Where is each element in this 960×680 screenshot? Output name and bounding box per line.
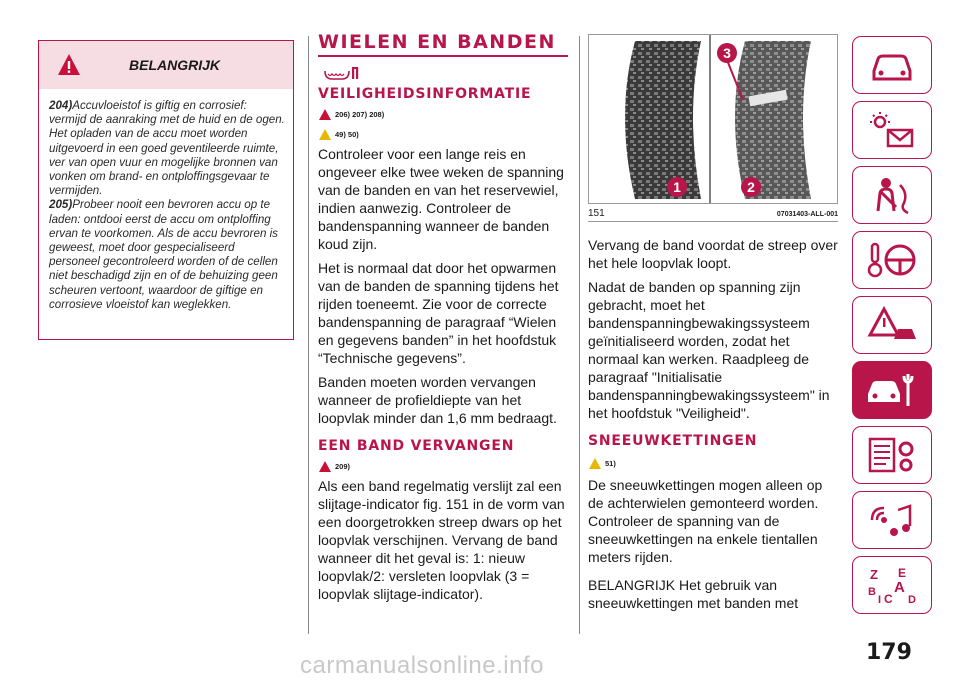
car-wrench-icon xyxy=(864,370,920,410)
warning-item-text: Probeer nooit een bevroren accu op te laden: ontdooi eerst de accu om ontploffing ervan te voorkomen. Als de accu bevroren is geweest, moet door gespecialiseerd personeel gecontroleerd worden of de cellen niet beschadigd zijn en of de behuizing geen scheuren vertoont, waardoor de giftige en corrosieve vloeistof kan weglekken. xyxy=(49,198,278,311)
warning-triangle-icon xyxy=(319,109,331,120)
tab-technical-data[interactable] xyxy=(852,426,932,484)
warning-reference xyxy=(318,107,568,121)
multimedia-icon xyxy=(864,500,920,540)
data-gear-icon xyxy=(864,435,920,475)
warning-item-number: 205) xyxy=(49,198,73,212)
tab-safety[interactable] xyxy=(852,166,932,224)
key-steering-icon xyxy=(864,240,920,280)
warning-car-icon xyxy=(864,305,920,345)
index-letters-icon xyxy=(864,565,920,605)
tyre-illustration xyxy=(589,35,838,204)
warning-item-text: Accuvloeistof is giftig en corrosief: vermijd de aanraking met de huid en de ogen. Het opladen van de accu moet worden uitgevoerd in een goed geventileerde ruimte, ver van open vuur en mogelijke bronnen van vonken om brand- en ontploffingsgevaar te vermijden. xyxy=(49,99,285,198)
title-rule xyxy=(318,55,568,57)
caution-triangle-icon xyxy=(589,458,601,469)
tyre-pressure-icon xyxy=(322,65,362,81)
index-letter: E xyxy=(898,566,907,580)
reference-numbers: 51) xyxy=(605,458,616,468)
reference-numbers: 206) 207) 208) xyxy=(335,109,385,119)
index-letter: D xyxy=(908,594,916,605)
tab-multimedia[interactable] xyxy=(852,491,932,549)
index-letter: Z xyxy=(870,567,878,582)
section-title: WIELEN EN BANDEN xyxy=(318,31,556,53)
index-letter: I xyxy=(878,594,882,605)
figure-code: 07031403-ALL-001 xyxy=(776,211,838,218)
warning-triangle-icon xyxy=(57,53,81,77)
tab-index[interactable] xyxy=(852,556,932,614)
tab-warning-lights[interactable] xyxy=(852,101,932,159)
subsection-title-tyre-change: EEN BAND VERVANGEN xyxy=(318,438,515,454)
column-divider xyxy=(308,36,309,634)
worn-tread-shape xyxy=(735,41,811,199)
watermark: carmanualsonline.info xyxy=(300,652,544,679)
caution-reference xyxy=(588,456,838,470)
paragraph: Het is normaal dat door het opwarmen van de banden de spanning tijdens het rijden toeneemt. Zie voor de correcte bandenspanning de paragraaf “Wielen en gegevens banden” in het hoofdstuk “Technische gegevens”. xyxy=(318,260,559,366)
index-letter: B xyxy=(868,586,876,598)
right-column xyxy=(588,34,838,618)
callout-2-label: 2 xyxy=(747,179,755,195)
car-front-icon xyxy=(864,45,920,85)
callout-1-label: 1 xyxy=(673,179,681,195)
tab-emergency[interactable] xyxy=(852,296,932,354)
caution-triangle-icon xyxy=(319,129,331,140)
seat-belt-icon xyxy=(864,175,920,215)
new-tread-shape xyxy=(625,41,701,199)
figure-caption xyxy=(588,208,838,222)
figure-number: 151 xyxy=(588,208,605,219)
column-divider xyxy=(579,36,580,634)
tab-maintenance[interactable] xyxy=(852,361,932,419)
reference-numbers: 49) 50) xyxy=(335,129,359,139)
paragraph: Vervang de band voordat de streep over het hele loopvlak loopt. xyxy=(588,237,838,271)
warning-triangle-icon xyxy=(319,461,331,472)
reference-numbers: 209) xyxy=(335,461,351,471)
main-column xyxy=(318,30,568,609)
index-letter: C xyxy=(884,592,893,605)
warning-lights-icon xyxy=(864,110,920,150)
subsection-title-safety: VEILIGHEIDSINFORMATIE xyxy=(318,86,532,102)
callout-3-label: 3 xyxy=(723,45,731,61)
chapter-tabs xyxy=(852,36,932,621)
warning-item xyxy=(49,99,287,198)
paragraph: Nadat de banden op spanning zijn gebracht, moet het bandenspanningbewakingssysteem geïnitialiseerd worden, zodat het normaal kan werken. Raadpleeg de paragraaf "Initialisatie bandenspanningbewakingssysteem" in het hoofdstuk "Veiligheid". xyxy=(588,279,830,421)
caution-reference xyxy=(318,127,568,141)
page-number: 179 xyxy=(866,640,912,665)
index-letter: A xyxy=(894,579,905,596)
subsection-title-snow-chains: SNEEUWKETTINGEN xyxy=(588,433,758,449)
paragraph: BELANGRIJK Het gebruik van sneeuwkettingen met banden met xyxy=(588,577,799,611)
paragraph: Als een band regelmatig verslijt zal een slijtage-indicator fig. 151 in de vorm van een doorgetrokken streep dwars op het loopvlak verschijnen. Vervang de band wanneer dit het geval is: 1: nieuw loopvlak/2: versleten loopvlak (3 = loopvlak slijtage-indicator). xyxy=(318,478,565,602)
warning-title: BELANGRIJK xyxy=(129,57,221,73)
paragraph: De sneeuwkettingen mogen alleen op de achterwielen gemonteerd worden. Controleer de spanning van de sneeuwkettingen na enkele tientallen meters rijden. xyxy=(588,477,823,565)
warning-header xyxy=(39,41,293,89)
warning-reference xyxy=(318,459,568,473)
tyre-wear-figure xyxy=(588,34,838,204)
tab-dashboard[interactable] xyxy=(852,36,932,94)
paragraph: Controleer voor een lange reis en ongeveer elke twee weken de spanning van de banden en van het reservewiel, indien aanwezig. Controleer de bandenspanning wanneer de banden koud zijn. xyxy=(318,146,564,252)
warning-item xyxy=(49,198,287,312)
tab-starting-driving[interactable] xyxy=(852,231,932,289)
warning-box xyxy=(38,40,294,340)
warning-item-number: 204) xyxy=(49,99,73,112)
warning-body xyxy=(39,89,293,312)
paragraph: Banden moeten worden vervangen wanneer de profieldiepte van het loopvlak minder dan 1,6 mm bedraagt. xyxy=(318,374,557,426)
